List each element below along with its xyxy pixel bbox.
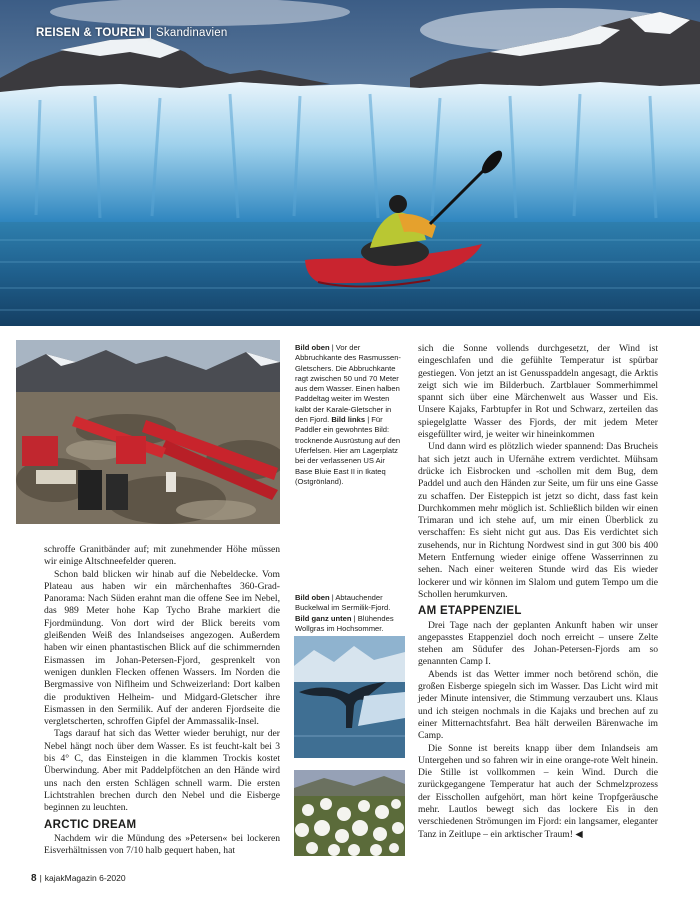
caption-text-oben: | Vor der Abbruchkante des Rasmussen-Gletschers. Die Abbruchkante ragt zwischen 50 und 70 Meter aus dem Wasser. Einen halben Paddeltag weiter im Westen kalbt der Karale-Gletscher in den Fjord. [295, 343, 401, 425]
caption-text-links: | Für Paddler ein gewohntes Bild: trocknende Ausrüstung auf den Uferfelsen. Hier am Lagerplatz bei der verlassenen US Air Base Bluie East II in Ikateq (Ostgrönland). [295, 415, 401, 486]
photo-kayaks-on-rocks [16, 340, 280, 524]
magazine-name: kajakMagazin 6-2020 [44, 873, 126, 883]
paragraph: Tags darauf hat sich das Wetter wieder beruhigt, nur der Nebel hängt noch über dem Wasser. Es ist feucht-kalt bei 3 bis 4° C, das Einsteigen in die klammen Trockis kostet Überwindung. Aber mit Paddelpfötchen an den Hände wird uns nach den ersten Schlägen schnell warm. Die ersten Lichtstrahlen brechen durch den Nebel und die Eisberge beginnen zu leuchten. [44, 728, 280, 814]
photo-whale-tail [294, 636, 405, 758]
paragraph: sich die Sonne vollends durchgesetzt, der Wind ist eingeschlafen und die gefühlte Temperatur ist spürbar gestiegen. Von jetzt an ist Genusspaddeln angesagt, die Arktis zeigt sich wie im Bilderbuch. Zartblauer Sommerhimmel spannt sich über eine Märchenwelt aus Wasser und Eis. Unsere Kajaks, Farbtupfer in Rot und Schwarz, zerteilen das spiegelglatte Wasser des Fjords, der mit jedem Meter eisgefüllter wird, je weiter wir hineinkommen [418, 343, 658, 441]
section-category: REISEN & TOUREN [36, 27, 145, 39]
paragraph: Drei Tage nach der geplanten Ankunft haben wir unser angepasstes Etappenziel doch noch erreicht – unsere Zelte stehen am Südufer des Johan-Petersen-Fjords am so genannten Camp I. [418, 619, 658, 668]
caption-text-whale: | Abtauchender Buckelwal im Sermilik-Fjord. [295, 593, 391, 613]
article-column-right [418, 343, 658, 841]
caption-label-links: Bild links [331, 415, 366, 425]
footer-separator: | [39, 873, 42, 883]
caption-whale-and-cotton [295, 593, 405, 634]
section-separator: | [148, 27, 153, 39]
caption-label-cotton: Bild ganz unten [295, 613, 352, 623]
caption-text-cotton: | Blühendes Wollgras im Hochsommer. [295, 613, 394, 633]
caption-label-oben: Bild oben [295, 343, 330, 352]
subheading-arctic-dream: ARCTIC DREAM [44, 818, 137, 831]
paragraph: Und dann wird es plötzlich wieder spannend: Das Brucheis hat sich jetzt auch in Ufernähe extrem verdichtet. Mühsam drücke ich Eisbrocken und -schollen mit dem Bug, dem Paddel und auch den Händen zur Seite, um für uns eine Gasse zu schaffen. Der Eisteppich ist jetzt so dicht, dass fast kein Durchkommen mehr möglich ist. Schließlich bilden wir einen Trimaran und ich stehe auf, um mir einen Überblick zu verschaffen: Es sieht nicht gut aus. Das Eis verdichtet sich zusehends, nur in Richtung Nordwest sind in gut 300 bis 400 Metern Entfernung wieder einige offene Wasserrinnen zu sehen. Nach einer weiteren Stunde wird das Eis wieder lockerer und wir können im Slalom und gutem Tempo um die Schollen herumkurven. [418, 441, 658, 600]
article-column-left [44, 544, 280, 857]
hero-photo-kayak-glacier [0, 0, 700, 326]
subheading-am-etappenziel: AM ETAPPENZIEL [418, 605, 522, 618]
caption-label-whale: Bild oben [295, 593, 330, 602]
paragraph: schroffe Granitbänder auf; mit zunehmender Höhe müssen wir einige Altschneefelder queren. [44, 544, 280, 568]
section-label [36, 27, 228, 39]
caption-top-and-left [295, 343, 403, 487]
paragraph: Nachdem wir die Mündung des »Petersen« bei lockeren Eisverhältnissen von 7/10 halb gequert haben, hat [44, 832, 280, 857]
page-number: 8 [31, 873, 37, 884]
paragraph: Die Sonne ist bereits knapp über dem Inlandseis am Untergehen und so fahren wir in eine orange-rote Welt hinein. Die Stille ist vollkommen – kein Wind. Durch die zurückgegangene Temperatur hat auch der Schmelzprozess der Eisschollen aufgehört, man hört keine Tropfgeräusche mehr. Lautlos bewegt sich das lockere Eis in den verschiedenen Strömungen im Fjord: ein langsamer, eleganter Tanz in Zeitlupe – ein arktischer Traum! ◀ [418, 742, 658, 840]
paragraph: Schon bald blicken wir hinab auf die Nebeldecke. Vom Plateau aus haben wir ein märchenhaftes 360-Grad-Panorama: Nach Süden erahnt man die offene See im Nebel, das 989 Meter hohe Kap Tycho Brahe markiert die Fjordmündung. Von dort wird der Blick bereits vom gleißenden Weiß des Inlandseises angezogen. Außerdem haben wir einen phantastischen Blick auf die schimmernden Eismassen im Johan-Petersen-Fjord, gesprenkelt von wenigen dunklen Flecken offenen Wassers. Im Norden die Bergmassive von Niflheim und Schweizerland: Dort kalben die produktiven Helheim- und Midgard-Gletscher ihre Eismassen in den Sermilik. Auf der anderen Fjordseite die vergletscherten, schroffen Gipfel der Ammassalik-Insel. [44, 568, 280, 728]
paragraph: Abends ist das Wetter immer noch betörend schön, die großen Eisberge spiegeln sich im Wasser. Das Licht wird mit jeder Minute intensiver, die Stimmung verzaubert uns. Klaus und ich steigen nochmals in die Kajaks und brechen auf zu einer Mitternachtsfahrt. Bea hält derweilen Bärenwache im Camp. [418, 668, 658, 742]
page-footer [31, 873, 126, 884]
section-subcategory: Skandinavien [156, 27, 228, 39]
photo-cotton-grass [294, 770, 405, 856]
